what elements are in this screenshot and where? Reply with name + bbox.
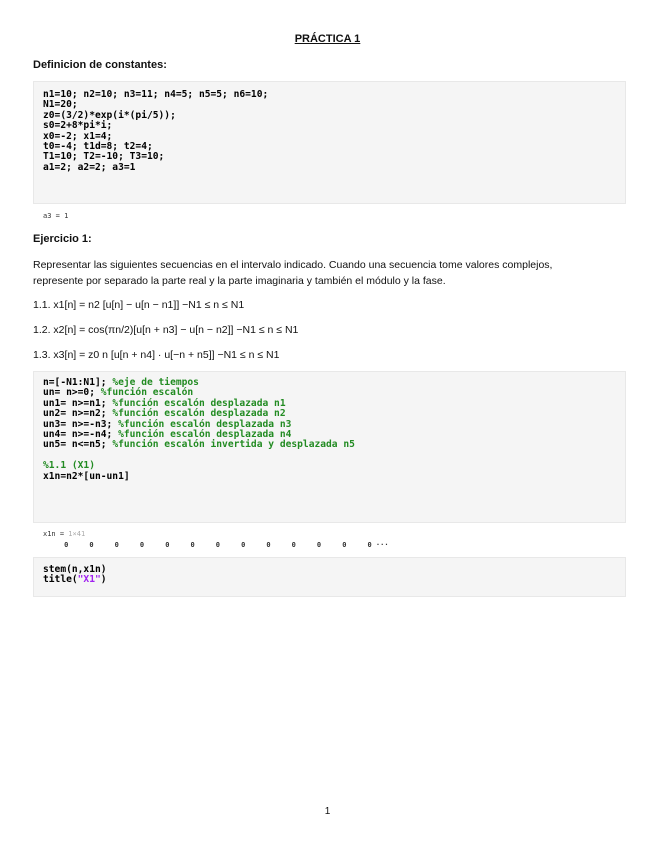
instructions-paragraph <box>33 257 628 289</box>
code-line: stem(n,x1n) <box>43 564 107 575</box>
section-heading-constants: Definicion de constantes: <box>33 59 167 71</box>
page-title: PRÁCTICA 1 <box>294 33 361 45</box>
code-line: title("X1") <box>43 574 107 586</box>
code-line: T1=10; T2=-10; T3=10; <box>43 151 165 163</box>
page-number: 1 <box>324 806 331 817</box>
code-line: un2= n>=n2; %función escalón desplazada n2 <box>43 408 286 420</box>
code-line: x0=-2; x1=4; <box>43 130 113 142</box>
code-line: un3= n>=-n3; %función escalón desplazada n3 <box>43 418 292 430</box>
item-1-1: 1.1. x1[n] = n2 [u[n] − u[n − n1]] −N1 ≤ n ≤ N1 <box>33 299 245 311</box>
instructions-line-2: represente por separado la parte real y la parte imaginaria y también el módulo y la fase. <box>33 275 446 287</box>
code-line: x1n=n2*[un-un1] <box>43 470 130 482</box>
code-line: un5= n<=n5; %función escalón invertida y desplazada n5 <box>43 439 355 451</box>
item-1-3: 1.3. x3[n] = z0 n [u[n + n4] · u[−n + n5]] −N1 ≤ n ≤ N1 <box>33 349 280 361</box>
code-line: t0=-4; t1d=8; t2=4; <box>43 141 153 153</box>
code-line: un1= n>=n1; %función escalón desplazada n1 <box>43 397 286 409</box>
output-a3: a3 = 1 <box>43 212 69 220</box>
code-line: un= n>=0; %función escalón <box>43 387 194 399</box>
code-line: N1=20; <box>43 99 78 111</box>
code-block-plot[interactable] <box>33 557 626 597</box>
code-line: n1=10; n2=10; n3=11; n4=5; n5=5; n6=10; <box>43 89 269 100</box>
output-x1n-values: 0 0 0 0 0 0 0 0 0 0 0 0 0 ··· <box>43 541 389 549</box>
code-block-signals[interactable] <box>33 371 626 523</box>
code-line: s0=2+8*pi*i; <box>43 120 113 132</box>
code-block-constants[interactable] <box>33 81 626 204</box>
code-line-blank <box>43 451 625 461</box>
output-x1n-header: x1n = 1×41 <box>43 530 86 538</box>
code-line: a1=2; a2=2; a3=1 <box>43 161 136 173</box>
code-line: n=[-N1:N1]; %eje de tiempos <box>43 377 199 388</box>
code-line: un4= n>=-n4; %función escalón desplazada n4 <box>43 429 292 441</box>
instructions-line-1: Representar las siguientes secuencias en el intervalo indicado. Cuando una secuencia tome valores complejos, <box>33 259 553 271</box>
code-line: z0=(3/2)*exp(i*(pi/5)); <box>43 109 176 121</box>
section-heading-ejercicio: Ejercicio 1: <box>33 233 92 245</box>
item-1-2: 1.2. x2[n] = cos(πn/2)[u[n + n3] − u[n − n2]] −N1 ≤ n ≤ N1 <box>33 324 299 336</box>
code-line: %1.1 (X1) <box>43 460 95 472</box>
